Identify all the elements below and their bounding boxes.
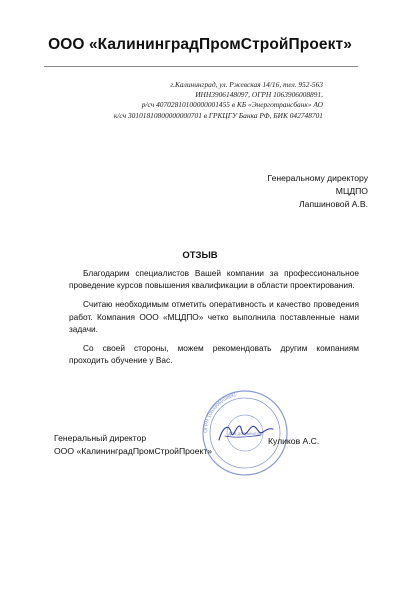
addressee-position: Генеральному директору	[267, 173, 368, 183]
company-requisites	[0, 80, 323, 121]
requisites-account: р/сч 40702810100000001455 в КБ «Энерготрансбанк» АО	[141, 100, 323, 110]
addressee-block	[0, 172, 368, 211]
requisites-inn: ИНН3906148097, ОГРН 1063906008891,	[195, 90, 323, 100]
signer-position: Генеральный директор	[54, 433, 147, 443]
header-divider	[44, 66, 358, 67]
requisites-address: г.Калининград, ул. Ржевская 14/16, тел. 952-563	[170, 80, 323, 89]
addressee-name: Лапшиновой А.В.	[299, 199, 368, 209]
signer-name: Куликов А.С.	[268, 436, 320, 446]
addressee-organization: МЦДПО	[335, 186, 368, 196]
body-paragraph: Считаю необходимым отметить оперативность и качество проведения работ. Компания ООО «МЦДПО» четко выполнила поставленные нами задачи.	[69, 299, 359, 334]
document-heading: ОТЗЫВ	[182, 250, 218, 261]
body-paragraph: Благодарим специалистов Вашей компании за профессиональное проведение курсов повышения квалификации в области проектирования.	[69, 268, 359, 291]
seal-center-text: Для документов	[228, 431, 262, 436]
company-name: ООО «КалининградПромСтройПроект»	[48, 36, 352, 53]
signer-company: ООО «КалининградПромСтройПроект»	[54, 445, 213, 456]
requisites-corr-account: к/сч 30101810800000000701 в ГРКЦГУ Банка РФ, БИК 042748701	[113, 110, 323, 120]
signer-block	[54, 432, 254, 457]
body-paragraph: Со своей стороны, можем рекомендовать другим компаниям проходить обучение у Вас.	[69, 343, 359, 366]
seal-ring-text: ОГРН 1063906008891	[202, 392, 238, 434]
document-body	[69, 267, 359, 373]
